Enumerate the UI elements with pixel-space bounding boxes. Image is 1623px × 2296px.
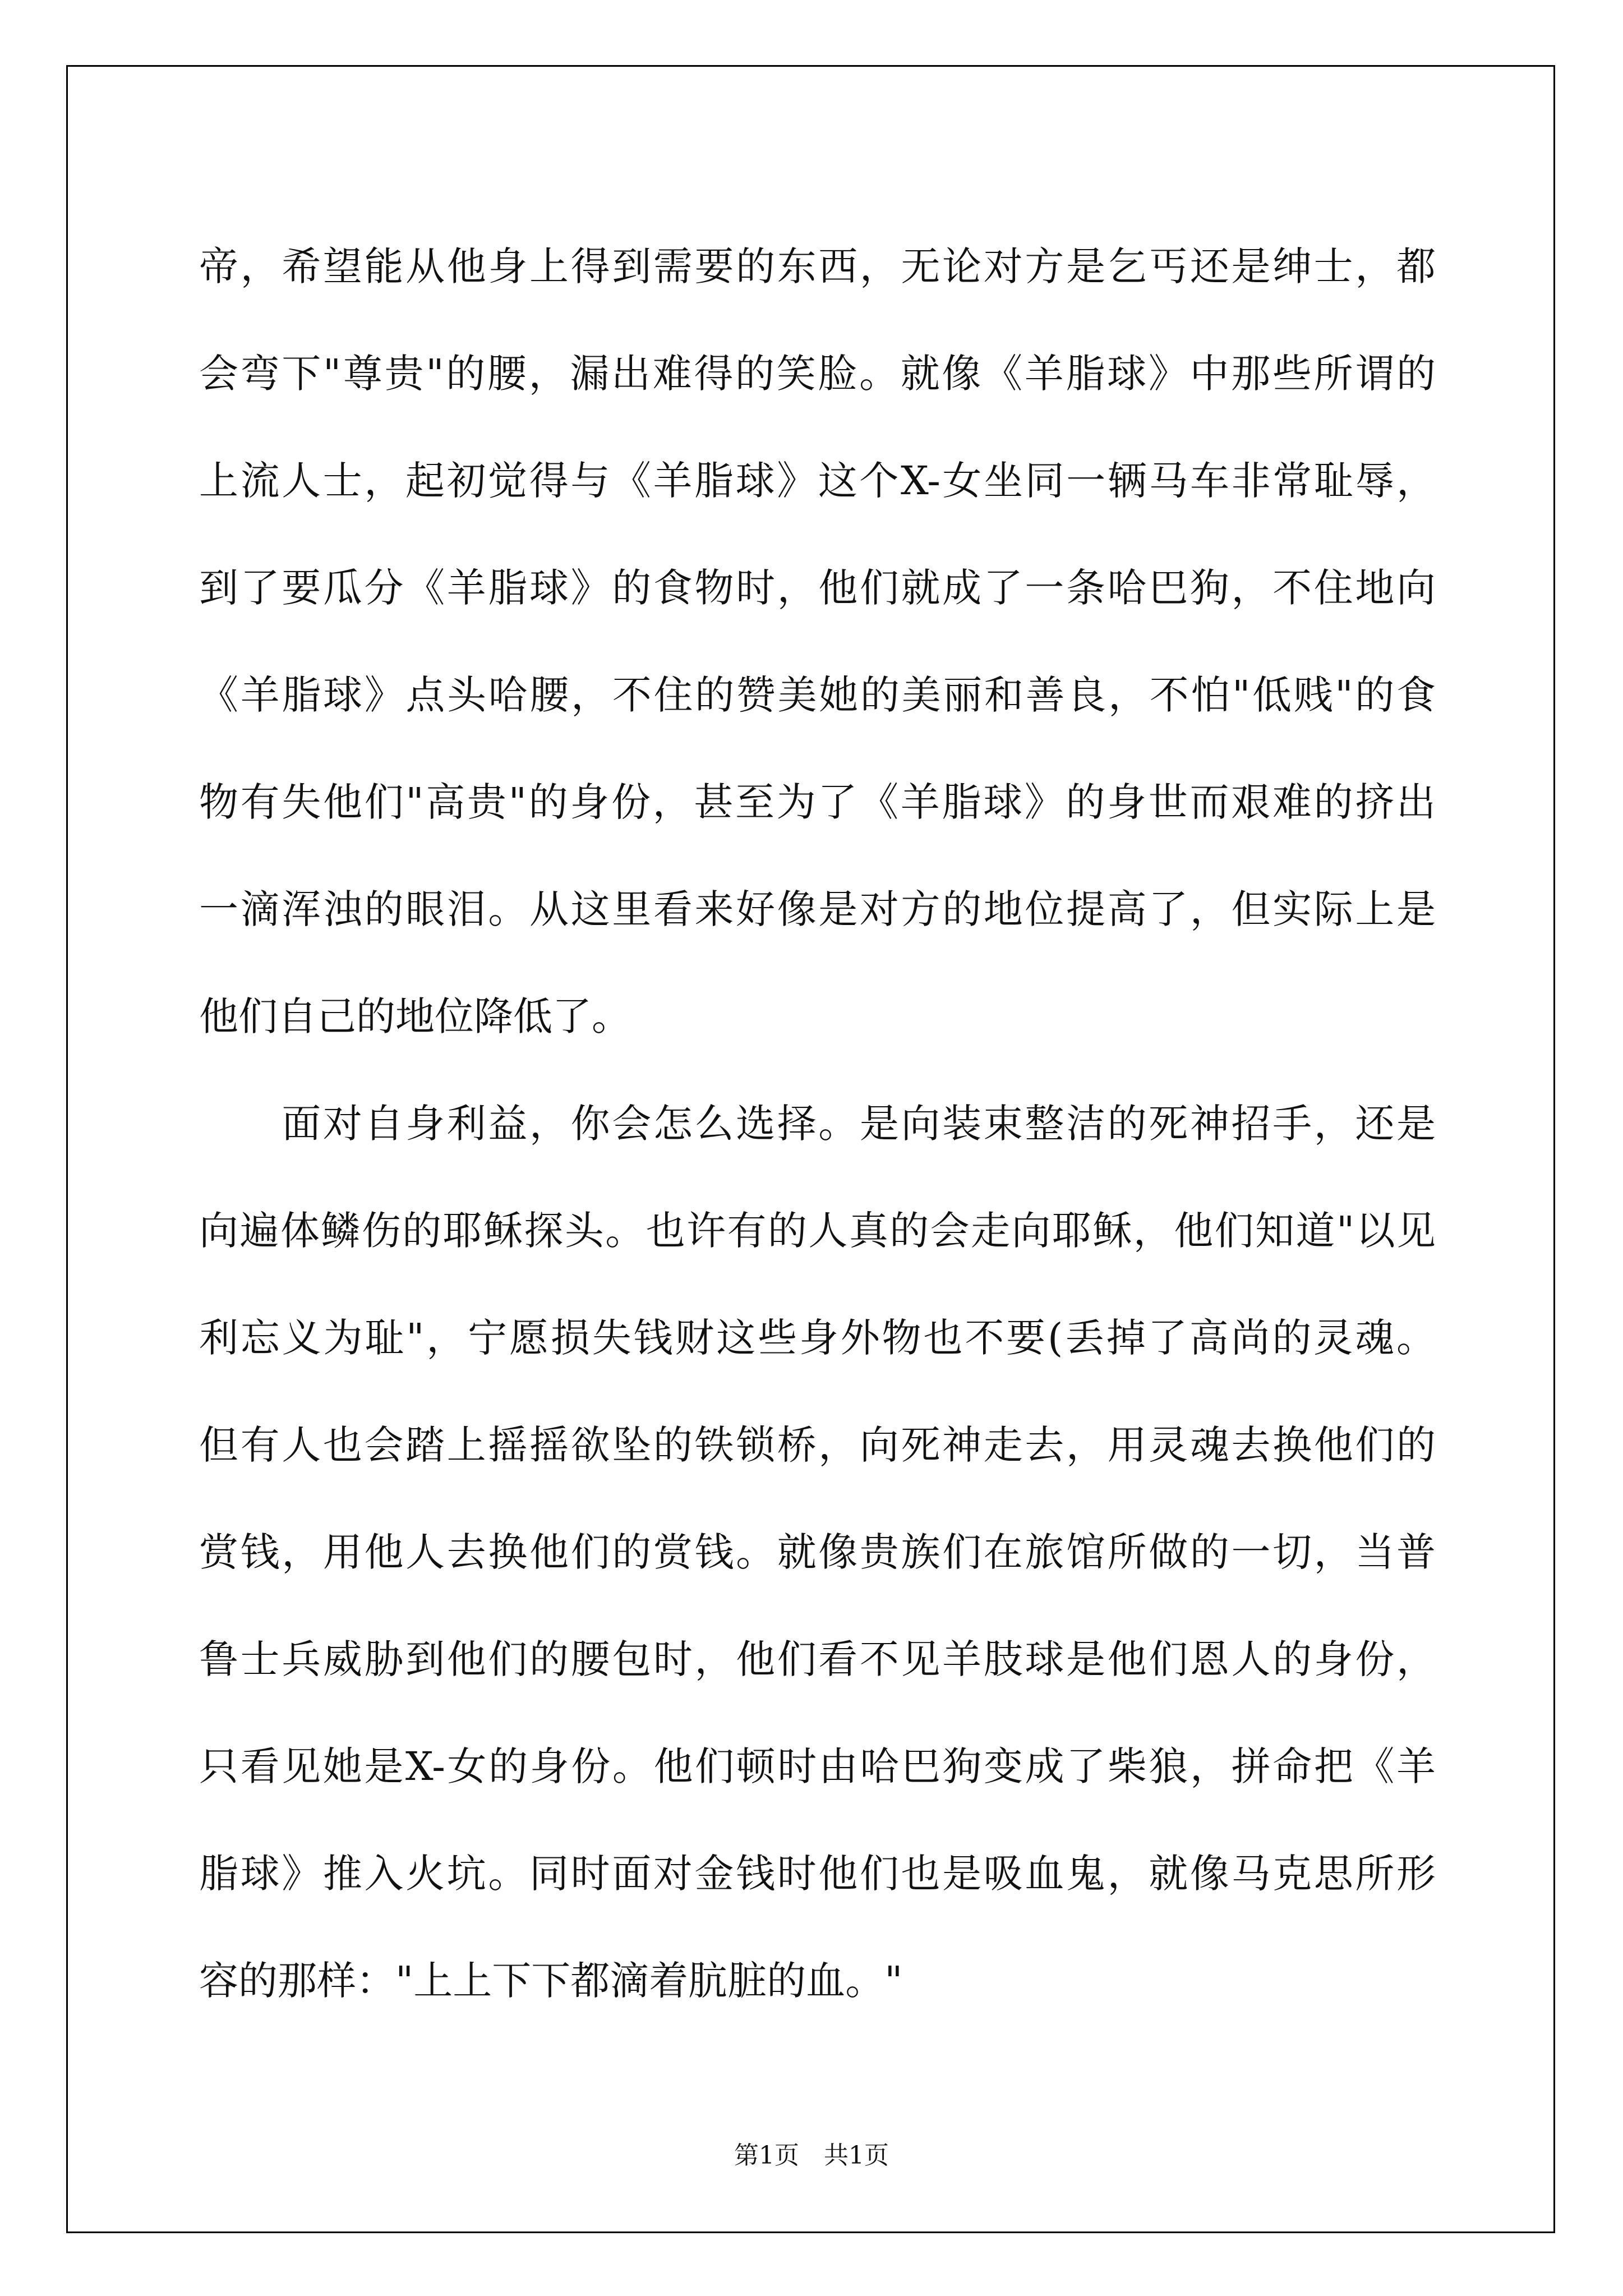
text-line: 他们自己的地位降低了。 <box>199 993 631 1039</box>
text-line: 脂球》推入火坑。同时面对金钱时他们也是吸血鬼，就像马克思所形 <box>199 1851 1436 1897</box>
text-line: 帝，希望能从他身上得到需要的东西，无论对方是乞丐还是绅士，都 <box>199 243 1436 289</box>
text-line: 会弯下"尊贵"的腰，漏出难得的笑脸。就像《羊脂球》中那些所谓的 <box>199 351 1436 397</box>
text-line: 容的那样："上上下下都滴着肮脏的血。" <box>199 1958 903 2004</box>
text-line: 鲁士兵威胁到他们的腰包时，他们看不见羊肢球是他们恩人的身份， <box>199 1636 1436 1682</box>
text-line: 但有人也会踏上摇摇欲坠的铁锁桥，向死神走去，用灵魂去换他们的 <box>199 1422 1436 1468</box>
text-line: 面对自身利益，你会怎么选择。是向装束整洁的死神招手，还是 <box>199 1101 1436 1147</box>
text-line: 到了要瓜分《羊脂球》的食物时，他们就成了一条哈巴狗，不住地向 <box>199 565 1436 611</box>
text-line: 赏钱，用他人去换他们的赏钱。就像贵族们在旅馆所做的一切，当普 <box>199 1529 1436 1575</box>
text-line: 向遍体鳞伤的耶稣探头。也许有的人真的会走向耶稣，他们知道"以见 <box>199 1208 1436 1254</box>
paragraph-2 <box>199 1070 1436 2035</box>
paragraph-1 <box>199 213 1436 1070</box>
text-line: 利忘义为耻"，宁愿损失钱财这些身外物也不要(丢掉了高尚的灵魂。 <box>199 1315 1436 1361</box>
page-footer: 第1页 共1页 <box>734 2141 889 2170</box>
text-line: 上流人士，起初觉得与《羊脂球》这个X-女坐同一辆马车非常耻辱， <box>199 458 1436 504</box>
text-line: 只看见她是X-女的身份。他们顿时由哈巴狗变成了柴狼，拼命把《羊 <box>199 1743 1436 1789</box>
text-line: 一滴浑浊的眼泪。从这里看来好像是对方的地位提高了，但实际上是 <box>199 886 1436 932</box>
text-line: 物有失他们"高贵"的身份，甚至为了《羊脂球》的身世而艰难的挤出 <box>199 779 1436 825</box>
text-line: 《羊脂球》点头哈腰，不住的赞美她的美丽和善良，不怕"低贱"的食 <box>199 672 1436 718</box>
document-body <box>199 213 1436 2035</box>
